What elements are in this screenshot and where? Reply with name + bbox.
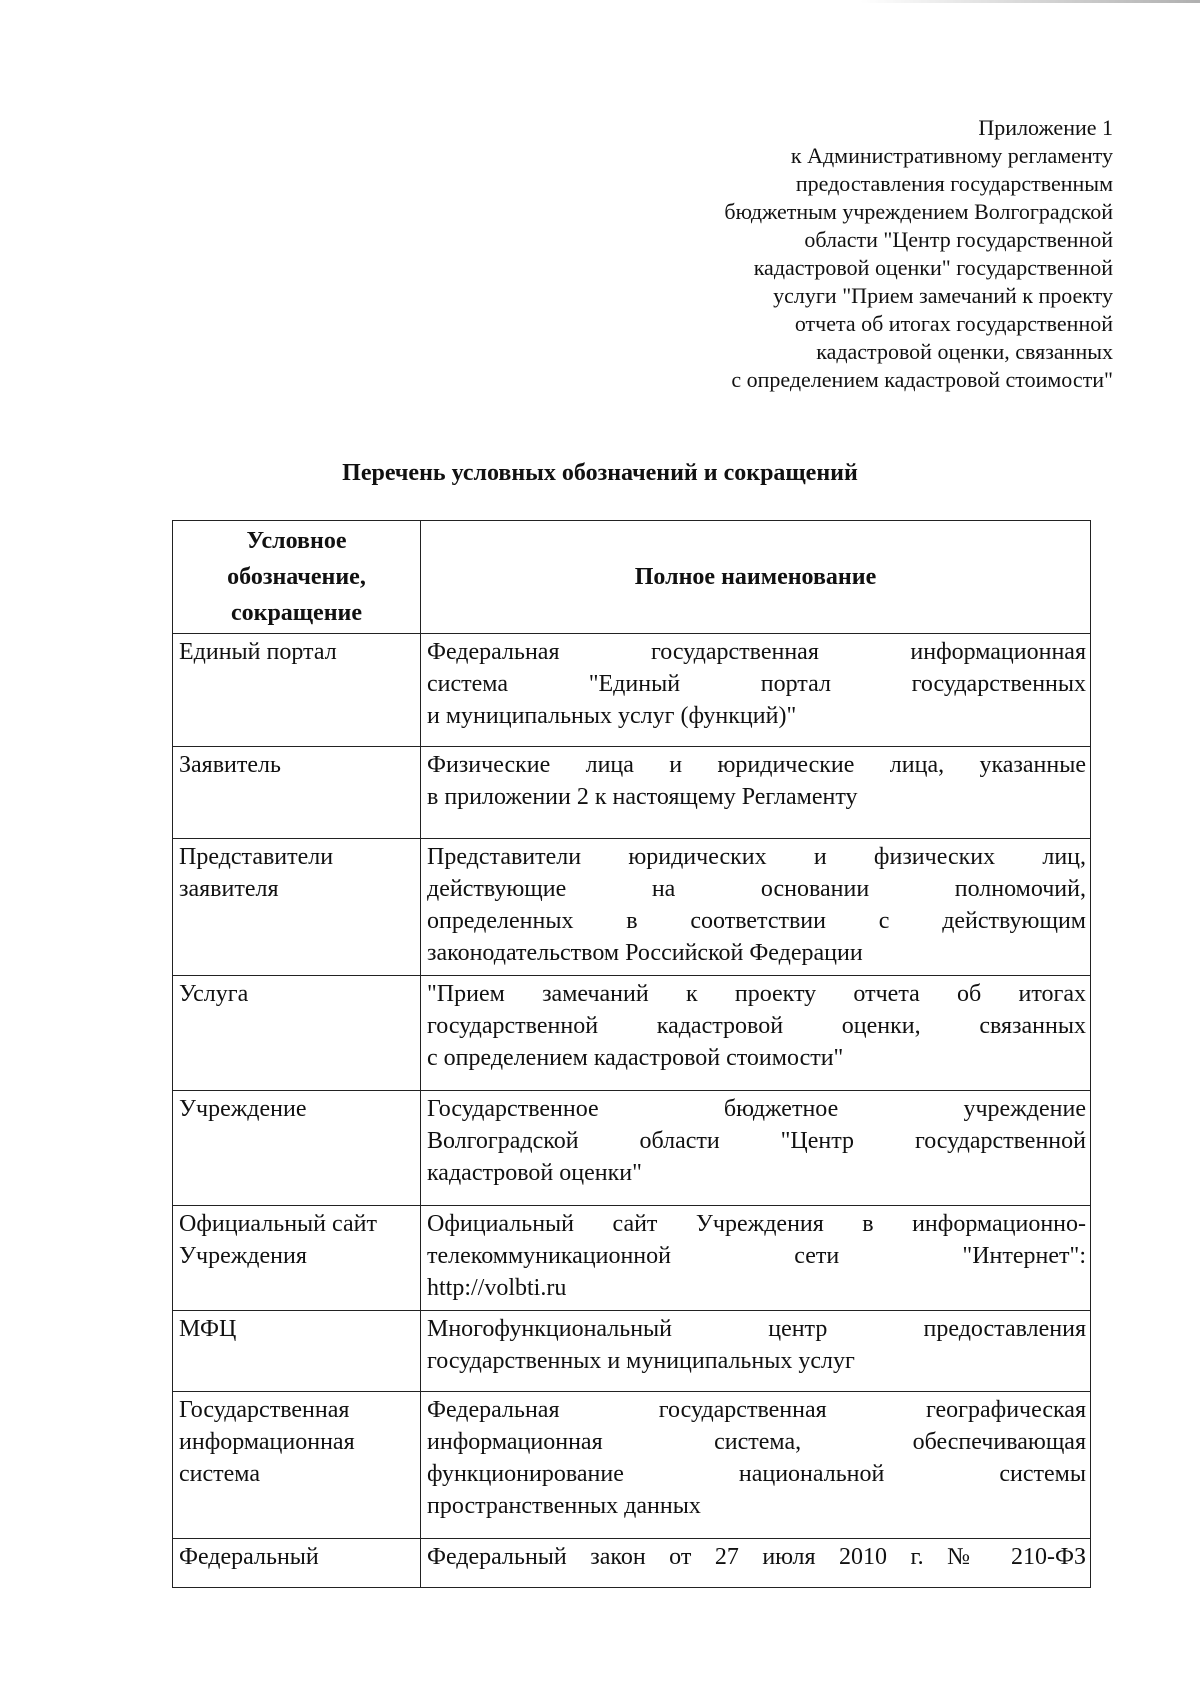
term-cell: Государственная информационная система (173, 1392, 421, 1539)
appendix-line: области "Центр государственной (804, 227, 1113, 252)
definition-cell: Государственное бюджетное учреждение Волгоградской области "Центр государственной кадастровой оценки" (421, 1091, 1091, 1206)
abbreviations-table (172, 520, 1091, 1588)
table-row (173, 839, 1091, 976)
definition-cell: Представители юридических и физических лиц, действующие на основании полномочий, определенных в соответствии с действующим законодательством Российской Федерации (421, 839, 1091, 976)
term-cell: Услуга (173, 976, 421, 1091)
definition-cell: Федеральная государственная информационная система "Единый портал государственных и муниципальных услуг (функций)" (421, 634, 1091, 747)
definition-cell: Многофункциональный центр предоставления государственных и муниципальных услуг (421, 1311, 1091, 1392)
appendix-line: кадастровой оценки" государственной (753, 255, 1113, 280)
appendix-header (553, 114, 1113, 394)
table-row (173, 1091, 1091, 1206)
table-header-row (173, 521, 1091, 634)
scan-edge-shadow (860, 0, 1200, 3)
appendix-line: отчета об итогах государственной (794, 311, 1113, 336)
definition-cell: "Прием замечаний к проекту отчета об итогах государственной кадастровой оценки, связанных с определением кадастровой стоимости" (421, 976, 1091, 1091)
appendix-line: услуги "Прием замечаний к проекту (773, 283, 1113, 308)
term-cell: Официальный сайт Учреждения (173, 1206, 421, 1311)
table-row (173, 1392, 1091, 1539)
term-cell: Учреждение (173, 1091, 421, 1206)
table-row (173, 634, 1091, 747)
appendix-line: кадастровой оценки, связанных (816, 339, 1113, 364)
appendix-line: к Административному регламенту (790, 143, 1113, 168)
document-title: Перечень условных обозначений и сокращений (342, 460, 858, 486)
appendix-line: бюджетным учреждением Волгоградской (724, 199, 1113, 224)
table-row (173, 1206, 1091, 1311)
term-cell: Федеральный (173, 1539, 421, 1588)
definition-cell: Федеральная государственная географическая информационная система, обеспечивающая функционирование национальной системы пространственных данных (421, 1392, 1091, 1539)
definition-cell: Физические лица и юридические лица, указанные в приложении 2 к настоящему Регламенту (421, 747, 1091, 839)
header-full-name: Полное наименование (421, 521, 1091, 634)
term-cell: Представители заявителя (173, 839, 421, 976)
term-cell: Единый портал (173, 634, 421, 747)
term-cell: МФЦ (173, 1311, 421, 1392)
appendix-line: предоставления государственным (795, 171, 1113, 196)
table-row (173, 1539, 1091, 1588)
table-row (173, 747, 1091, 839)
term-cell: Заявитель (173, 747, 421, 839)
definition-cell: Федеральный закон от 27 июля 2010 г. № 210-ФЗ (421, 1539, 1091, 1588)
appendix-line: с определением кадастровой стоимости" (731, 367, 1113, 392)
website-link: http://volbti.ru (427, 1275, 567, 1301)
header-term: Условное обозначение, сокращение (173, 521, 421, 634)
table-row (173, 976, 1091, 1091)
appendix-line: Приложение 1 (978, 115, 1113, 140)
table-row (173, 1311, 1091, 1392)
definition-cell: Официальный сайт Учреждения в информационно- телекоммуникационной сети "Интернет": http://volbti.ru (421, 1206, 1091, 1311)
